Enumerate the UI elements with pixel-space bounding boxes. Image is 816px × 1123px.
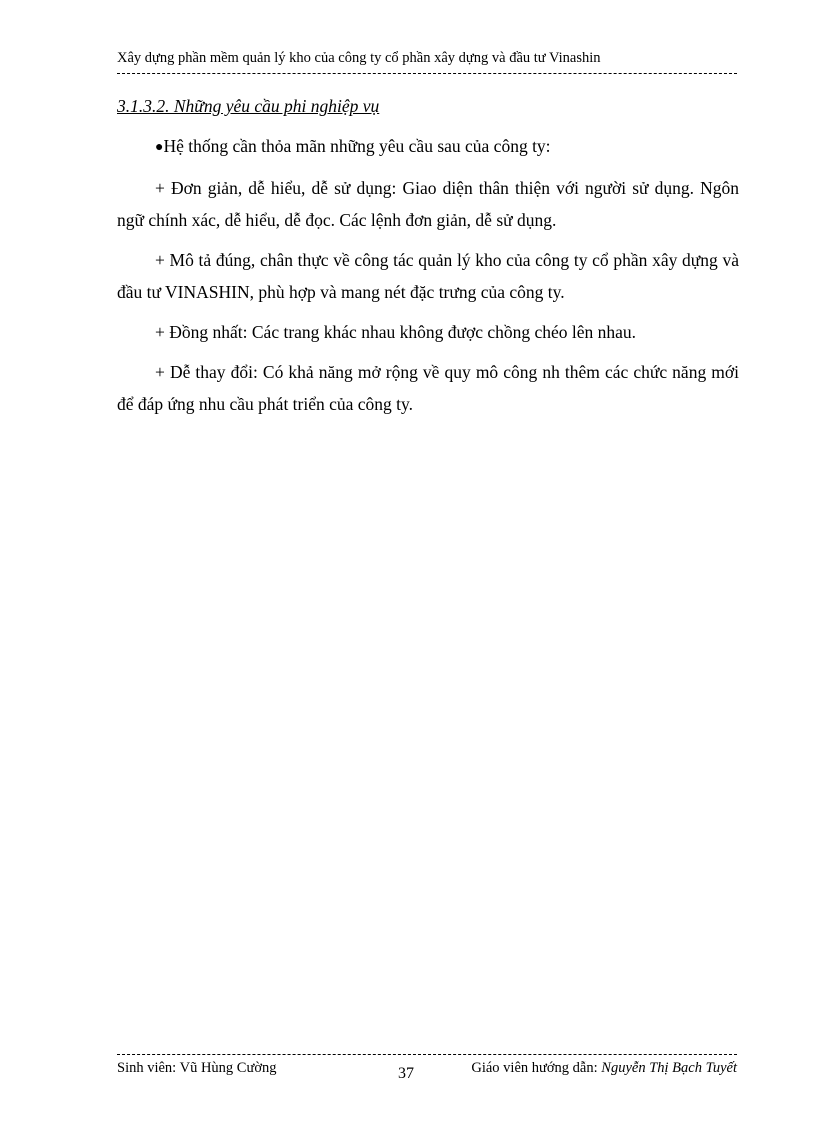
section-title: 3.1.3.2. Những yêu cầu phi nghiệp vụ — [117, 96, 380, 116]
requirement-extensibility: + Dễ thay đổi: Có khả năng mở rộng về quy mô công nh thêm các chức năng mới để đáp ứng nhu cầu phát triển của công ty. — [117, 362, 739, 414]
footer-student — [117, 1058, 277, 1078]
advisor-name: Nguyễn Thị Bạch Tuyết — [601, 1060, 737, 1076]
requirement-consistency: + Đồng nhất: Các trang khác nhau không được chồng chéo lên nhau. — [155, 322, 637, 342]
header-divider — [117, 73, 737, 74]
footer-advisor — [425, 1058, 737, 1078]
intro-text: Hệ thống cần thỏa mãn những yêu cầu sau của công ty: — [163, 136, 551, 156]
advisor-label: Giáo viên hướng dẫn: — [471, 1060, 598, 1076]
requirement-simplicity: + Đơn giản, dễ hiểu, dễ sử dụng: Giao diện thân thiện với người sử dụng. Ngôn ngữ chính xác, dễ hiểu, dễ đọc. Các lệnh đơn giản, dễ sử dụng. — [117, 178, 739, 230]
requirement-accuracy: + Mô tả đúng, chân thực về công tác quản lý kho của công ty cổ phần xây dựng và đầu tư VINASHIN, phù hợp và mang nét đặc trưng của công ty. — [117, 250, 739, 302]
page-number: 37 — [398, 1065, 414, 1082]
page-header-title: Xây dựng phần mềm quản lý kho của công ty cổ phần xây dựng và đầu tư Vinashin — [117, 50, 601, 66]
student-name: Vũ Hùng Cường — [179, 1060, 277, 1076]
intro-paragraph — [117, 130, 739, 164]
bullet-icon: ● — [155, 140, 164, 155]
footer-divider — [117, 1054, 737, 1055]
student-label: Sinh viên: — [117, 1060, 177, 1076]
